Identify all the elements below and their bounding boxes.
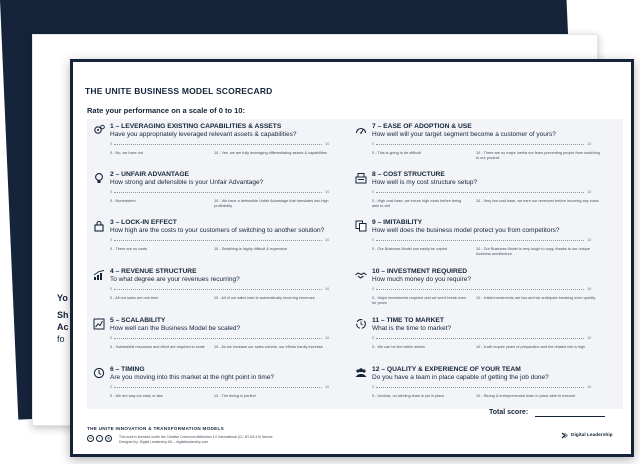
scale-max-label: 10 bbox=[587, 385, 592, 389]
scorecard-item-12 bbox=[349, 362, 605, 409]
designed-by-text: Designed by: Digital Leadership AG – digitalleadership.com bbox=[119, 440, 209, 444]
background-sheet-text: Sh bbox=[57, 310, 69, 320]
lock-icon bbox=[93, 220, 105, 232]
item-question: How much money do you require? bbox=[372, 276, 471, 283]
page-title: THE UNITE BUSINESS MODEL SCORECARD bbox=[85, 86, 273, 96]
rating-scale[interactable] bbox=[376, 240, 584, 241]
low-anchor-text: 0 - High cost base, we incure high costs before being able to sell bbox=[372, 199, 462, 208]
scorecard-item-4 bbox=[87, 264, 343, 311]
item-question: What is the time to market? bbox=[372, 325, 452, 332]
rating-scale[interactable] bbox=[114, 338, 322, 339]
scorecard-grid bbox=[87, 119, 623, 409]
background-sheet-text: Yo bbox=[57, 293, 68, 303]
item-question: Are you moving into this market at the right point in time? bbox=[110, 374, 275, 381]
scorecard-item-5 bbox=[87, 313, 343, 360]
scale-min-label: 0 bbox=[372, 142, 375, 146]
item-question: Have you appropriately leveraged relevant assets & capabilities? bbox=[110, 131, 297, 138]
low-anchor-text: 0 - There are no costs bbox=[110, 247, 148, 251]
item-question: How well can the Business Model be scaled? bbox=[110, 325, 241, 332]
scale-min-label: 0 bbox=[110, 142, 113, 146]
item-question: How well will your target segment become a customer of yours? bbox=[372, 131, 556, 138]
brand-mark-icon bbox=[561, 432, 568, 439]
scale-min-label: 0 bbox=[372, 238, 375, 242]
total-score-field[interactable] bbox=[535, 416, 605, 417]
scorecard-item-3 bbox=[87, 215, 343, 262]
scale-max-label: 10 bbox=[587, 287, 592, 291]
item-question: How high are the costs to your customers of switching to another solution? bbox=[110, 227, 325, 234]
cash-register-icon bbox=[355, 172, 367, 184]
scorecard-item-1 bbox=[87, 119, 343, 166]
scale-max-label: 10 bbox=[587, 238, 592, 242]
low-anchor-text: 0 - We can be live within weeks bbox=[372, 345, 425, 349]
low-anchor-text: 0 - We are way too early or late bbox=[110, 394, 163, 398]
low-anchor-text: 0 - No, we have not bbox=[110, 151, 143, 155]
item-title: 12 – QUALITY & EXPERIENCE OF YOUR TEAM bbox=[372, 366, 521, 373]
scale-max-label: 10 bbox=[325, 238, 330, 242]
high-anchor-text: 10 - Strong & entrepreneurial team in place able to execute bbox=[476, 394, 576, 398]
bar-chart-icon bbox=[93, 269, 105, 281]
license-text: This work is licensed under the Creative Commons Attribution 4.0 International (CC BY-SA 4.0) license bbox=[119, 435, 273, 439]
rating-scale[interactable] bbox=[114, 240, 322, 241]
scale-max-label: 10 bbox=[325, 142, 330, 146]
low-anchor-text: 0 - This is going to be difficult bbox=[372, 151, 422, 155]
scorecard-item-10 bbox=[349, 264, 605, 311]
item-question: Do you have a team in place capable of getting the job done? bbox=[372, 374, 549, 381]
high-anchor-text: 10 - It will require years of preparation and the related risk is high bbox=[476, 345, 586, 349]
item-title: 8 – COST STRUCTURE bbox=[372, 171, 445, 178]
scale-min-label: 0 bbox=[372, 190, 375, 194]
copy-icon bbox=[355, 220, 367, 232]
high-anchor-text: 10 - Switching is highly difficult & expensive bbox=[214, 247, 288, 251]
rating-scale[interactable] bbox=[114, 289, 322, 290]
background-sheet-text: Ac bbox=[57, 322, 69, 332]
high-anchor-text: 10 - The timing is perfect bbox=[214, 394, 256, 398]
scale-min-label: 0 bbox=[372, 287, 375, 291]
attribution-icon: i bbox=[96, 435, 103, 442]
low-anchor-text: 0 - Our Business Model can easily be copied bbox=[372, 247, 448, 251]
scale-min-label: 0 bbox=[372, 336, 375, 340]
item-title: 10 – INVESTMENT REQUIRED bbox=[372, 268, 468, 275]
scale-max-label: 10 bbox=[325, 336, 330, 340]
scorecard-item-8 bbox=[349, 167, 605, 214]
high-anchor-text: 10 - There are no major inertia nor fears preventing people from switching to our product bbox=[476, 151, 600, 160]
brand-name: Digital Leadership bbox=[571, 433, 613, 438]
item-title: 3 – LOCK-IN EFFECT bbox=[110, 219, 177, 226]
cc-icon: cc bbox=[88, 436, 93, 440]
high-anchor-text: 10 - Yes, we are fully leveraging differentiating assets & capabilities bbox=[214, 151, 327, 155]
license-icons bbox=[87, 435, 112, 442]
scorecard-item-11 bbox=[349, 313, 605, 360]
rating-scale[interactable] bbox=[376, 289, 584, 290]
item-title: 5 – SCALABILITY bbox=[110, 317, 166, 324]
low-anchor-text: 0 - Unclear, no winning team is yet in place bbox=[372, 394, 445, 398]
scorecard-item-7 bbox=[349, 119, 605, 166]
scale-chart-icon bbox=[93, 318, 105, 330]
high-anchor-text: 10 - Our Business Model is very tough to copy, thanks to our unique business architecture bbox=[476, 247, 590, 256]
item-title: 2 – UNFAIR ADVANTAGE bbox=[110, 171, 190, 178]
item-title: 4 – REVENUE STRUCTURE bbox=[110, 268, 197, 275]
high-anchor-text: 10 - Very low cost base, we earn our revenues before incurring any costs bbox=[476, 199, 599, 203]
dial-icon bbox=[355, 124, 367, 136]
rating-instruction: Rate your performance on a scale of 0 to 10: bbox=[87, 106, 245, 115]
scale-min-label: 0 bbox=[110, 336, 113, 340]
scale-min-label: 0 bbox=[372, 385, 375, 389]
item-question: How well is my cost structure setup? bbox=[372, 179, 478, 186]
high-anchor-text: 10 - We have a defensible Unfair Advantage that translates into high profitability bbox=[214, 199, 329, 208]
cycle-icon bbox=[355, 318, 367, 330]
scorecard-item-6 bbox=[87, 362, 343, 409]
team-icon bbox=[355, 367, 367, 379]
rating-scale[interactable] bbox=[376, 192, 584, 193]
bulb-icon bbox=[93, 172, 105, 184]
high-anchor-text: 10 - As we increase our sales volume, our efforts hardly increase bbox=[214, 345, 323, 349]
item-title: 6 – TIMING bbox=[110, 366, 145, 373]
high-anchor-text: 10 - All of our sales lead to automatically recurring revenues bbox=[214, 296, 315, 300]
scale-max-label: 10 bbox=[325, 385, 330, 389]
low-anchor-text: 0 - Nonexistent bbox=[110, 199, 136, 203]
item-title: 9 – IMITABILITY bbox=[372, 219, 423, 226]
scale-max-label: 10 bbox=[587, 190, 592, 194]
scale-max-label: 10 bbox=[325, 287, 330, 291]
share-alike-icon: ◎ bbox=[105, 435, 112, 442]
item-title: 1 – LEVERAGING EXISTING CAPABILITIES & ASSETS bbox=[110, 123, 282, 130]
scale-min-label: 0 bbox=[110, 190, 113, 194]
low-anchor-text: 0 - Substantial resources and effort are required to scale bbox=[110, 345, 205, 349]
scale-max-label: 10 bbox=[325, 190, 330, 194]
scale-min-label: 0 bbox=[110, 385, 113, 389]
item-title: 11 – TIME TO MARKET bbox=[372, 317, 444, 324]
rating-scale[interactable] bbox=[376, 387, 584, 388]
rating-scale[interactable] bbox=[376, 144, 584, 145]
background-sheet-text: fo bbox=[57, 334, 65, 344]
low-anchor-text: 0 - Major investments required and we won't break even for years bbox=[372, 296, 467, 305]
item-question: How well does the business model protect you from competitors? bbox=[372, 227, 560, 234]
item-question: To what degree are your revenues recurring? bbox=[110, 276, 240, 283]
scale-min-label: 0 bbox=[110, 238, 113, 242]
scorecard-sheet bbox=[70, 59, 634, 457]
handshake-icon bbox=[355, 269, 367, 281]
scorecard-item-2 bbox=[87, 167, 343, 214]
scale-max-label: 10 bbox=[587, 142, 592, 146]
scale-max-label: 10 bbox=[587, 336, 592, 340]
footer-title: THE UNITE INNOVATION & TRANSFORMATION MODELS bbox=[87, 426, 224, 431]
item-title: 7 – EASE OF ADOPTION & USE bbox=[372, 123, 472, 130]
gears-icon bbox=[93, 124, 105, 136]
clock-icon bbox=[93, 367, 105, 379]
low-anchor-text: 0 - All our sales are one-time bbox=[110, 296, 159, 300]
rating-scale[interactable] bbox=[376, 338, 584, 339]
high-anchor-text: 10 - Initial investments are low and we anticipate breaking even quickly bbox=[476, 296, 596, 300]
rating-scale[interactable] bbox=[114, 192, 322, 193]
scorecard-item-9 bbox=[349, 215, 605, 262]
total-score-label: Total score: bbox=[489, 409, 529, 416]
brand-logo bbox=[561, 432, 613, 439]
rating-scale[interactable] bbox=[114, 387, 322, 388]
rating-scale[interactable] bbox=[114, 144, 322, 145]
scale-min-label: 0 bbox=[110, 287, 113, 291]
item-question: How strong and defensible is your Unfair Advantage? bbox=[110, 179, 264, 186]
